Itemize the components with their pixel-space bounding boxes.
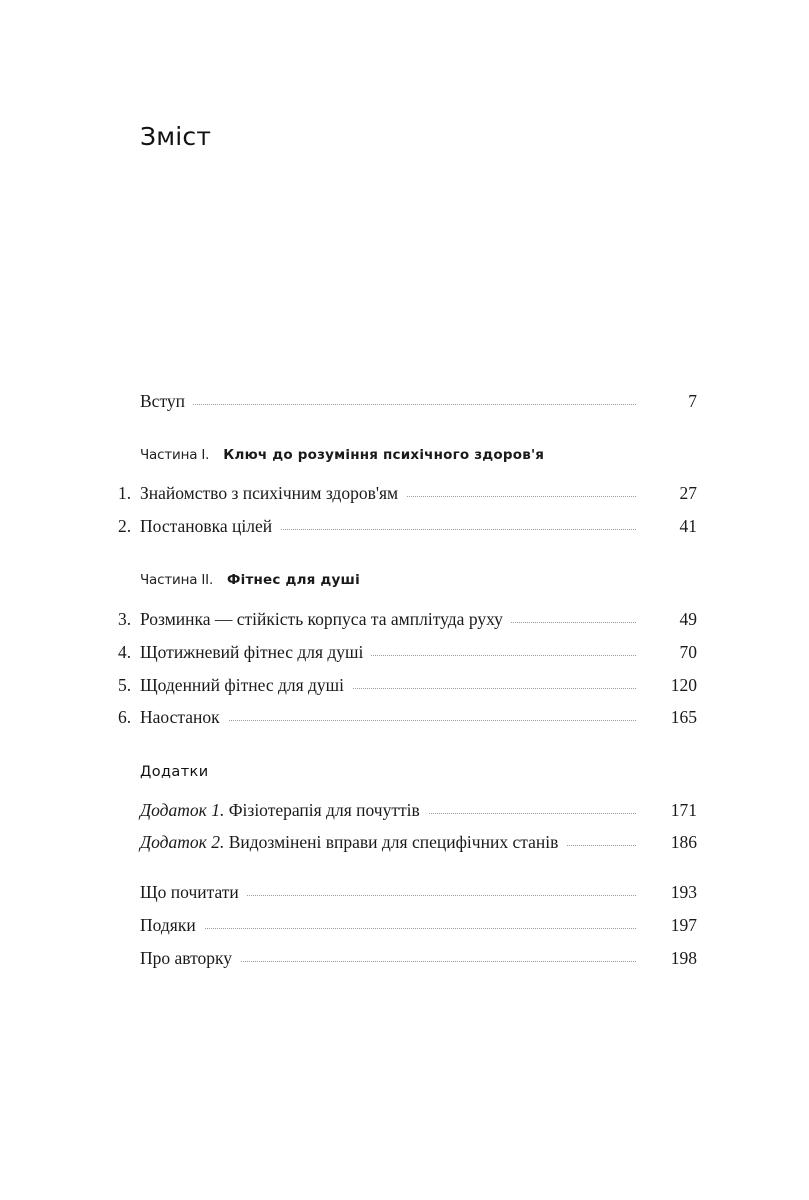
part-title: Фітнес для душі <box>227 572 360 588</box>
toc-page-number: 165 <box>665 705 697 729</box>
toc-entry-chapter-1[interactable] <box>118 481 697 505</box>
toc-entry-appendix-1[interactable] <box>140 798 697 822</box>
appendix-prefix: Додаток 2. <box>140 832 225 852</box>
toc-entry-label: Що почитати <box>140 880 247 904</box>
toc-entry-chapter-2[interactable] <box>118 514 697 538</box>
chapter-number: 4. <box>118 642 132 662</box>
toc-entry-label: Наостанок <box>140 705 228 729</box>
part-prefix: Частина I. <box>140 447 210 463</box>
page-title: Зміст <box>140 122 212 151</box>
toc-entry-about-author[interactable] <box>140 946 697 970</box>
appendix-prefix: Додаток 1. <box>140 800 225 820</box>
toc-entry-label <box>140 798 428 822</box>
toc-entry-chapter-3[interactable] <box>118 607 697 631</box>
toc-page-number: 198 <box>665 946 697 970</box>
part-title: Ключ до розуміння психічного здоров'я <box>223 447 545 463</box>
chapter-number: 6. <box>118 707 132 727</box>
appendix-title: Видозмінені вправи для специфічних станів <box>228 832 559 852</box>
chapter-number: 1. <box>118 483 132 503</box>
toc-entry-label: Постановка цілей <box>140 514 280 538</box>
toc-page-number: 70 <box>674 640 698 664</box>
toc-page-number: 120 <box>665 673 697 697</box>
toc-entry-label: Подяки <box>140 913 204 937</box>
toc-entry-label: Вступ <box>140 389 193 413</box>
toc-page-number: 27 <box>674 481 698 505</box>
toc-page-number: 49 <box>674 607 698 631</box>
toc-entry-chapter-5[interactable] <box>118 673 697 697</box>
toc-entry-further-reading[interactable] <box>140 880 697 904</box>
toc-page-number: 7 <box>682 389 697 413</box>
chapter-number: 2. <box>118 516 132 536</box>
part-heading-2 <box>140 567 360 591</box>
toc-entry-chapter-6[interactable] <box>118 705 697 729</box>
part-prefix: Частина II. <box>140 572 214 588</box>
toc-entry-acknowledgements[interactable] <box>140 913 697 937</box>
toc-entry-label: Щотижневий фітнес для душі <box>140 640 371 664</box>
dot-leader <box>140 404 636 405</box>
toc-page-number: 197 <box>665 913 697 937</box>
toc-entry-label: Про авторку <box>140 946 240 970</box>
toc-entry-label: Щоденний фітнес для душі <box>140 673 352 697</box>
part-heading-1 <box>140 442 544 466</box>
dot-leader <box>140 928 636 929</box>
toc-entry-intro[interactable] <box>140 389 697 413</box>
chapter-number: 3. <box>118 609 132 629</box>
toc-entry-label: Знайомство з психічним здоров'ям <box>140 481 406 505</box>
toc-entry-label <box>140 830 566 854</box>
toc-page-number: 41 <box>674 514 698 538</box>
toc-entry-label: Розминка — стійкість корпуса та амплітуда руху <box>140 607 511 631</box>
toc-entry-appendix-2[interactable] <box>140 830 697 854</box>
toc-page-number: 171 <box>665 798 697 822</box>
appendices-heading: Додатки <box>140 764 209 780</box>
appendix-title: Фізіотерапія для почуттів <box>228 800 420 820</box>
chapter-number: 5. <box>118 675 132 695</box>
toc-page-number: 186 <box>665 830 697 854</box>
toc-page-number: 193 <box>665 880 697 904</box>
toc-entry-chapter-4[interactable] <box>118 640 697 664</box>
